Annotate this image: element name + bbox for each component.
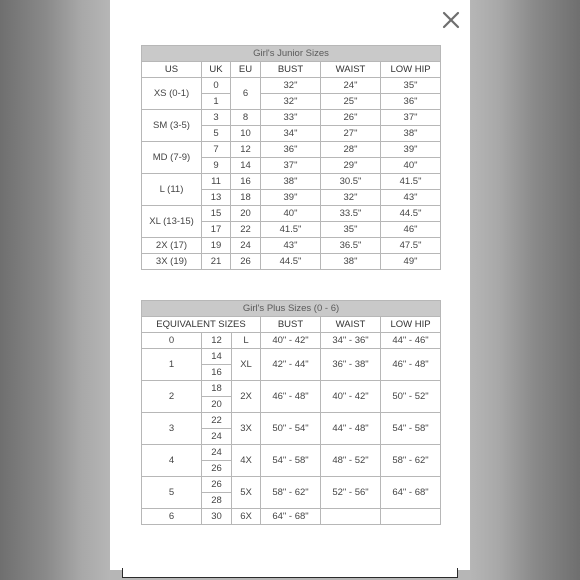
uk-size-cell: 11	[202, 174, 231, 190]
junior-table-title: Girl's Junior Sizes	[142, 46, 441, 62]
equivalent-number-cell: 20	[202, 397, 232, 413]
low-hip-cell: 37"	[381, 110, 441, 126]
column-header: BUST	[261, 317, 321, 333]
low-hip-cell: 46"	[381, 222, 441, 238]
waist-cell	[321, 509, 381, 525]
waist-cell: 36.5"	[321, 238, 381, 254]
equivalent-number-cell: 26	[202, 477, 232, 493]
eu-size-cell: 26	[231, 254, 261, 270]
low-hip-cell: 36"	[381, 94, 441, 110]
bust-cell: 37"	[261, 158, 321, 174]
equivalent-number-cell: 16	[202, 365, 232, 381]
waist-cell: 33.5"	[321, 206, 381, 222]
eu-size-cell: 6	[231, 78, 261, 110]
plus-title-row	[142, 301, 441, 317]
bust-cell: 42" - 44"	[261, 349, 321, 381]
us-size-cell: 3X (19)	[142, 254, 202, 270]
waist-cell: 40" - 42"	[321, 381, 381, 413]
equivalent-number-cell: 28	[202, 493, 232, 509]
column-header: BUST	[261, 62, 321, 78]
bust-cell: 34"	[261, 126, 321, 142]
us-size-cell: 2X (17)	[142, 238, 202, 254]
letter-size-cell: XL	[232, 349, 261, 381]
column-header: WAIST	[321, 62, 381, 78]
column-header: LOW HIP	[381, 317, 441, 333]
bust-cell: 41.5"	[261, 222, 321, 238]
uk-size-cell: 15	[202, 206, 231, 222]
table-row	[142, 110, 441, 126]
plus-sizes-table	[141, 300, 441, 525]
us-size-cell: SM (3-5)	[142, 110, 202, 142]
low-hip-cell: 47.5"	[381, 238, 441, 254]
us-size-cell: MD (7-9)	[142, 142, 202, 174]
waist-cell: 30.5"	[321, 174, 381, 190]
plus-size-cell: 5	[142, 477, 202, 509]
waist-cell: 24"	[321, 78, 381, 94]
uk-size-cell: 1	[202, 94, 231, 110]
equivalent-number-cell: 14	[202, 349, 232, 365]
eu-size-cell: 8	[231, 110, 261, 126]
low-hip-cell: 44.5"	[381, 206, 441, 222]
low-hip-cell: 43"	[381, 190, 441, 206]
column-header: UK	[202, 62, 231, 78]
table-row	[142, 333, 441, 349]
eu-size-cell: 12	[231, 142, 261, 158]
low-hip-cell	[381, 509, 441, 525]
column-header: EQUIVALENT SIZES	[142, 317, 261, 333]
equivalent-number-cell: 24	[202, 429, 232, 445]
table-row	[142, 509, 441, 525]
waist-cell: 28"	[321, 142, 381, 158]
table-row	[142, 142, 441, 158]
bust-cell: 64" - 68"	[261, 509, 321, 525]
bust-cell: 46" - 48"	[261, 381, 321, 413]
uk-size-cell: 3	[202, 110, 231, 126]
plus-size-cell: 6	[142, 509, 202, 525]
uk-size-cell: 17	[202, 222, 231, 238]
bust-cell: 40" - 42"	[261, 333, 321, 349]
letter-size-cell: 4X	[232, 445, 261, 477]
bust-cell: 50" - 54"	[261, 413, 321, 445]
low-hip-cell: 39"	[381, 142, 441, 158]
equivalent-number-cell: 12	[202, 333, 232, 349]
table-row	[142, 78, 441, 94]
bust-cell: 44.5"	[261, 254, 321, 270]
bust-cell: 32"	[261, 78, 321, 94]
bust-cell: 43"	[261, 238, 321, 254]
waist-cell: 29"	[321, 158, 381, 174]
uk-size-cell: 5	[202, 126, 231, 142]
plus-header-row	[142, 317, 441, 333]
table-row	[142, 413, 441, 429]
eu-size-cell: 20	[231, 206, 261, 222]
waist-cell: 35"	[321, 222, 381, 238]
eu-size-cell: 24	[231, 238, 261, 254]
eu-size-cell: 16	[231, 174, 261, 190]
low-hip-cell: 50" - 52"	[381, 381, 441, 413]
eu-size-cell: 10	[231, 126, 261, 142]
bust-cell: 58" - 62"	[261, 477, 321, 509]
uk-size-cell: 19	[202, 238, 231, 254]
low-hip-cell: 38"	[381, 126, 441, 142]
waist-cell: 52" - 56"	[321, 477, 381, 509]
waist-cell: 25"	[321, 94, 381, 110]
close-icon	[440, 9, 462, 31]
us-size-cell: L (11)	[142, 174, 202, 206]
waist-cell: 32"	[321, 190, 381, 206]
letter-size-cell: 5X	[232, 477, 261, 509]
plus-table-title: Girl's Plus Sizes (0 - 6)	[142, 301, 441, 317]
low-hip-cell: 64" - 68"	[381, 477, 441, 509]
waist-cell: 38"	[321, 254, 381, 270]
letter-size-cell: 3X	[232, 413, 261, 445]
uk-size-cell: 0	[202, 78, 231, 94]
plus-size-cell: 2	[142, 381, 202, 413]
junior-header-row	[142, 62, 441, 78]
bust-cell: 38"	[261, 174, 321, 190]
junior-title-row	[142, 46, 441, 62]
waist-cell: 34" - 36"	[321, 333, 381, 349]
equivalent-number-cell: 18	[202, 381, 232, 397]
table-row	[142, 238, 441, 254]
column-header: US	[142, 62, 202, 78]
letter-size-cell: L	[232, 333, 261, 349]
us-size-cell: XS (0-1)	[142, 78, 202, 110]
bust-cell: 40"	[261, 206, 321, 222]
column-header: WAIST	[321, 317, 381, 333]
letter-size-cell: 2X	[232, 381, 261, 413]
table-row	[142, 349, 441, 365]
bust-cell: 32"	[261, 94, 321, 110]
low-hip-cell: 49"	[381, 254, 441, 270]
plus-size-cell: 4	[142, 445, 202, 477]
waist-cell: 48" - 52"	[321, 445, 381, 477]
junior-sizes-table	[141, 45, 441, 270]
page-bottom-edge	[122, 568, 458, 578]
eu-size-cell: 22	[231, 222, 261, 238]
bust-cell: 54" - 58"	[261, 445, 321, 477]
waist-cell: 36" - 38"	[321, 349, 381, 381]
bust-cell: 36"	[261, 142, 321, 158]
table-row	[142, 381, 441, 397]
uk-size-cell: 7	[202, 142, 231, 158]
equivalent-number-cell: 22	[202, 413, 232, 429]
table-row	[142, 477, 441, 493]
table-row	[142, 174, 441, 190]
waist-cell: 26"	[321, 110, 381, 126]
us-size-cell: XL (13-15)	[142, 206, 202, 238]
waist-cell: 27"	[321, 126, 381, 142]
eu-size-cell: 14	[231, 158, 261, 174]
table-row	[142, 445, 441, 461]
plus-size-cell: 0	[142, 333, 202, 349]
bust-cell: 39"	[261, 190, 321, 206]
low-hip-cell: 46" - 48"	[381, 349, 441, 381]
letter-size-cell: 6X	[232, 509, 261, 525]
low-hip-cell: 35"	[381, 78, 441, 94]
close-button[interactable]	[440, 9, 462, 31]
table-row	[142, 254, 441, 270]
uk-size-cell: 9	[202, 158, 231, 174]
uk-size-cell: 21	[202, 254, 231, 270]
low-hip-cell: 41.5"	[381, 174, 441, 190]
bust-cell: 33"	[261, 110, 321, 126]
uk-size-cell: 13	[202, 190, 231, 206]
plus-size-cell: 3	[142, 413, 202, 445]
plus-size-cell: 1	[142, 349, 202, 381]
equivalent-number-cell: 24	[202, 445, 232, 461]
waist-cell: 44" - 48"	[321, 413, 381, 445]
table-row	[142, 206, 441, 222]
low-hip-cell: 54" - 58"	[381, 413, 441, 445]
equivalent-number-cell: 26	[202, 461, 232, 477]
low-hip-cell: 44" - 46"	[381, 333, 441, 349]
eu-size-cell: 18	[231, 190, 261, 206]
column-header: LOW HIP	[381, 62, 441, 78]
low-hip-cell: 40"	[381, 158, 441, 174]
column-header: EU	[231, 62, 261, 78]
low-hip-cell: 58" - 62"	[381, 445, 441, 477]
equivalent-number-cell: 30	[202, 509, 232, 525]
